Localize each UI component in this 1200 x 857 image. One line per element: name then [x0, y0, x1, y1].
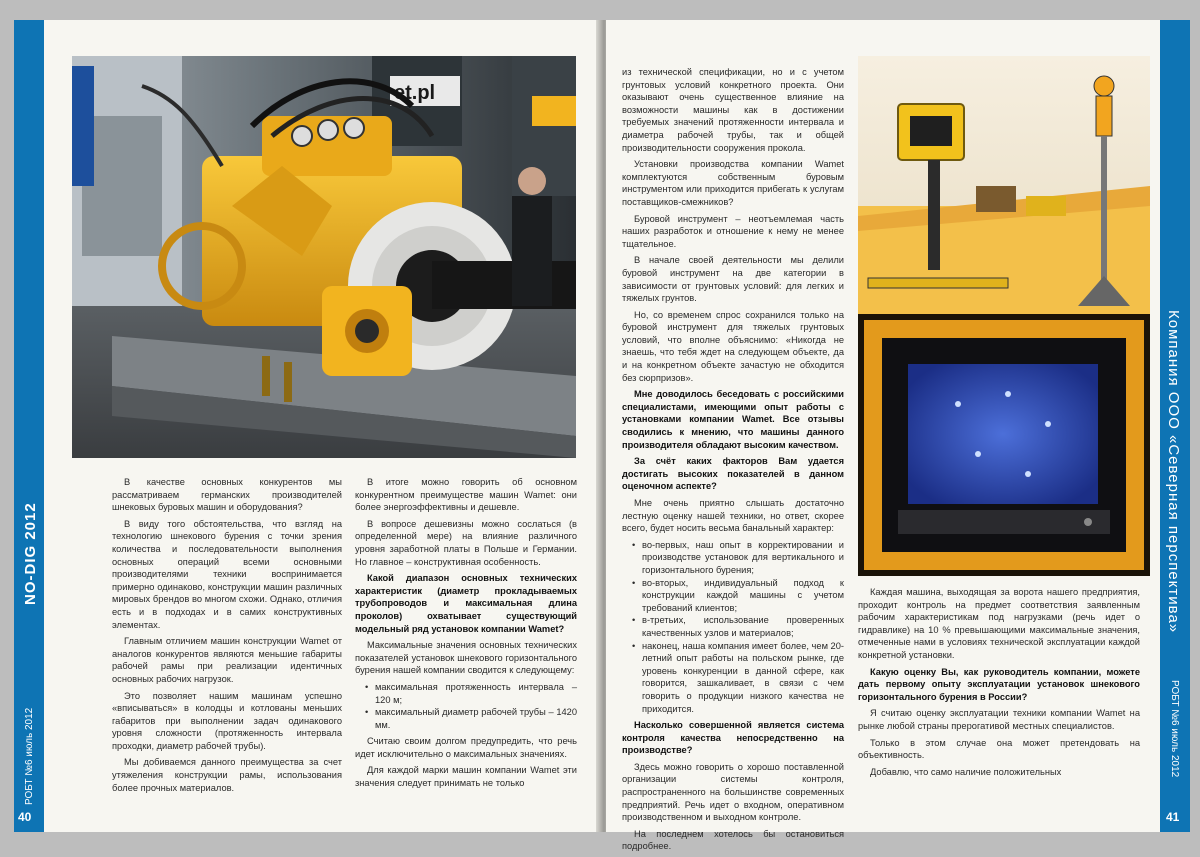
paragraph: В качестве основных конкурентов мы рассматриваем германских производителей шнековых буровых машин и оборудования?: [112, 477, 342, 513]
list-item: • максимальный диаметр рабочей трубы – 1420 мм.: [365, 706, 577, 731]
paragraph: В итоге можно говорить об основном конкурентном преимуществе машин Wamet: они более энергоэффективны и дешевле.: [355, 477, 577, 513]
drilling-machine-photo: [72, 56, 576, 458]
right-side-issue: РОБТ №6 июль 2012: [1169, 680, 1180, 778]
right-page: [606, 20, 1190, 852]
paragraph: Только в этом случае она может претендовать на объективность.: [858, 737, 1140, 761]
list-item: • во-вторых, индивидуальный подход к конструкции каждой машины с учетом требований клиентов;: [632, 577, 844, 615]
left-page: [14, 20, 602, 832]
right-page-number: 41: [1166, 810, 1180, 824]
monitor-screen-photo: [858, 314, 1150, 576]
paragraph: Но, со временем спрос сохранился только на буровой инструмент для тяжелых грунтовых условий, что вполне объяснимо: «Никогда не знаешь, что тебя ждет на следующем объекте, да и на конкретном объекте зачастую не обходится без сюрпризов».: [622, 309, 844, 383]
interview-question: Насколько совершенной является система контроля качества непосредственно на производстве?: [622, 720, 844, 756]
paragraph: Главным отличием машин конструкции Wamet от аналогов конкурентов являются меньшие габариты рабочей рамы при реализации идентичных основных рабочих нагрузок.: [112, 636, 342, 684]
left-side-strip: [14, 20, 44, 832]
list-item: • в-третьих, использование проверенных качественных узлов и материалов;: [632, 614, 844, 639]
right-text-column-2: [858, 586, 1140, 782]
paragraph: В виду того обстоятельства, что взгляд на технологию шнекового бурения с точки зрения количества и последовательности выполнения основных операций всеми основными производителями техники воспринимается примерно одинаково, конструкции машин различных мировых брендов во многом схожи. Однако, отличия есть и в подходах и в самих конструктивных элементах.: [112, 518, 342, 630]
left-page-number: 40: [18, 810, 32, 824]
paragraph: Мне очень приятно слышать достаточно лестную оценку нашей техники, но ответ, скорее всего, будет носить весьма банальный характер:: [622, 498, 844, 534]
paragraph: Считаю своим долгом предупредить, что речь идет исключительно о максимальных значениях.: [355, 736, 577, 759]
paragraph: Это позволяет нашим машинам успешно «вписываться» в колодцы и котлованы меньших габаритов при выполнении задач одинакового уровня сложности (протяженность интервала проходки, диаметр рабочей трубы).: [112, 690, 342, 751]
list-item: • во-первых, наш опыт в корректировании и производстве установок для вертикального и горизонтального бурения;: [632, 539, 844, 577]
bullet-list: [622, 539, 844, 715]
interview-question: За счёт каких факторов Вам удается достигать высоких показателей в данном оценочном аспекте?: [622, 456, 844, 492]
interview-question: Какой диапазон основных технических характеристик (диаметр прокладываемых трубопроводов и максимальная длина проколов) охватывает существующий модельный ряд установок компании Wamet?: [355, 573, 577, 634]
paragraph: Добавлю, что само наличие положительных: [870, 766, 1062, 777]
paragraph: В вопросе дешевизны можно сослаться (в определенной мере) на влияние различного уровня заработной платы в Польше и Германии. Но главное – конструктивная особенность.: [355, 518, 577, 567]
right-text-column-1: [622, 66, 844, 857]
paragraph: Мы добиваемся данного преимущества за счет утяжеления конструкции рамы, использования более прочных материалов.: [112, 757, 342, 793]
left-side-magazine-title: NO-DIG 2012: [22, 502, 39, 605]
left-text-column-1: [112, 476, 342, 798]
paragraph: Буровой инструмент – неотъемлемая часть наших разработок и отношение к нему не менее тщательное.: [622, 213, 844, 249]
paragraph: из технической спецификации, но и с учетом грунтовых условий конкретного проекта. Они оказывают очень существенное влияние на возможности машины как в достижении требуемых значений протяженности интервала и диаметра рабочей трубы, так и общей производительности сооружения прокола.: [622, 67, 844, 153]
bullet-list: [355, 681, 577, 731]
paragraph: На последнем хотелось бы остановиться подробнее.: [622, 828, 844, 852]
booth-sign-text: et.pl: [394, 82, 436, 104]
surveying-instruments-photo: [858, 56, 1150, 320]
right-side-company-title: Компания ООО «Северная перспектива»: [1165, 310, 1182, 634]
paragraph: Я считаю оценку эксплуатации техники компании Wamet на рынке любой страны прерогативой местных специалистов.: [858, 708, 1140, 731]
left-text-column-2: [355, 476, 577, 794]
paragraph: Установки производства компании Wamet комплектуются собственным буровым инструментом или приходится прибегать к услугам поставщиков-смежников?: [622, 159, 844, 207]
list-item: • наконец, наша компания имеет более, чем 20-летний опыт работы на польском рынке, где уровень конкуренции в данной сфере, как говорится, зашкаливает, в связи с чем говорить о продукции низкого качества не приходится.: [632, 640, 844, 716]
list-item: • максимальная протяженность интервала – 120 м;: [365, 681, 577, 706]
paragraph: Здесь можно говорить о хорошо поставленной организации системы контроля, распространенного на большинстве современных предприятий. Речь идет о входном, оперативном производственном и выходном контроле.: [622, 761, 844, 823]
left-side-issue: РОБТ №6 июль 2012: [24, 707, 35, 805]
interview-question: Мне доводилось беседовать с российскими специалистами, имеющими опыт работы с установками компании Wamet. Все отзывы сводились к мнению, что машины данного производителя обладают высоким качеством.: [622, 389, 844, 450]
paragraph: В начале своей деятельности мы делили буровой инструмент на две категории в зависимости от грунтовых условий: для легких и тяжелых грунтов.: [622, 255, 844, 304]
right-side-strip: [1160, 20, 1190, 832]
interview-question: Какую оценку Вы, как руководитель компании, можете дать первому опыту эксплуатации установок шнекового горизонтального бурения в России?: [858, 666, 1140, 702]
paragraph: Каждая машина, выходящая за ворота нашего предприятия, проходит контроль на предмет соответствия заявленным рабочим характеристикам под нагрузками (речь идет о гидравлике) на 10 % превышающими максимальные значения, отмеченные нами в условиях технической эксплуатации каждой конкретной установки.: [858, 587, 1140, 660]
paragraph: Для каждой марки машин компании Wamet эти значения следует принимать не только: [355, 765, 577, 789]
paragraph: Максимальные значения основных технических показателей установок шнекового горизонтального бурения нашей компании сводится к следующему:: [355, 640, 577, 676]
